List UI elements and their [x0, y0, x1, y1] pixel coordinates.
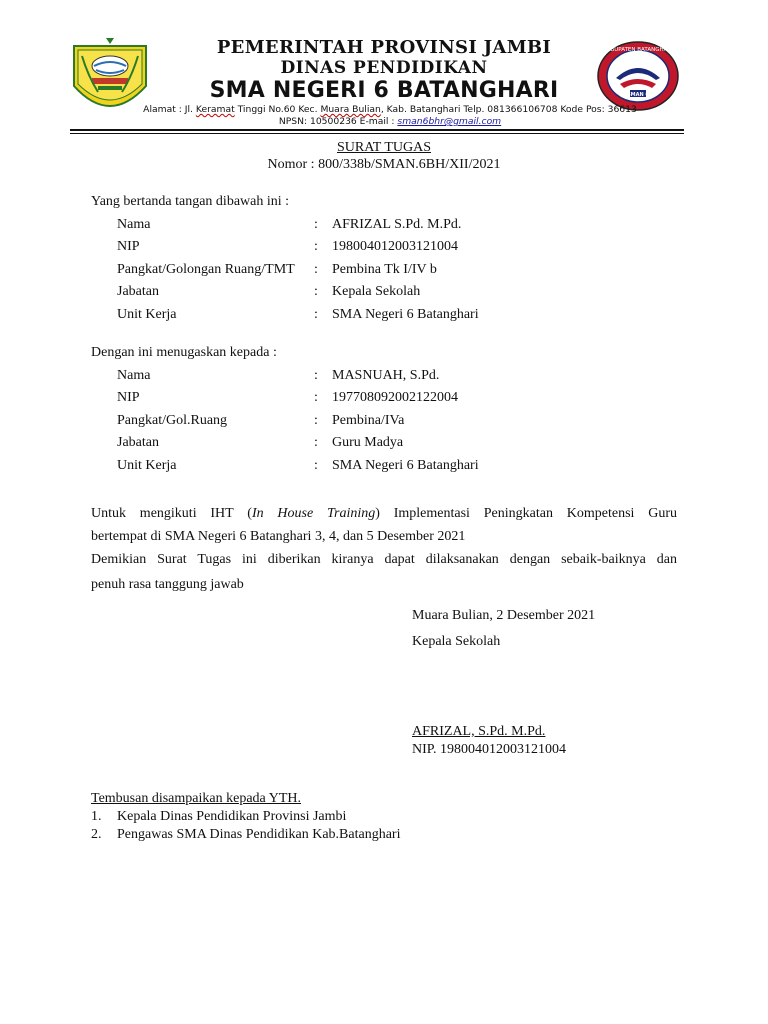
emblem-bottom-text: SMAN 6 [627, 92, 649, 98]
jambi-province-emblem-icon [68, 36, 152, 108]
letterhead-titles [150, 38, 618, 104]
address-rest: , Kab. Batanghari Telp. 081366106708 Kode Pos: 36613 [380, 104, 637, 115]
field-value: Pembina/IVa [332, 413, 405, 428]
field-colon: : [314, 368, 318, 383]
field-colon: : [314, 217, 318, 232]
emblem-arc-text: KABUPATEN BATANGHARI [603, 47, 673, 53]
closing-line-1: Demikian Surat Tugas ini diberikan kiranya dapat dilaksanakan dengan sebaik-baiknya dan [91, 552, 677, 567]
field-colon: : [314, 284, 318, 299]
field-value: Guru Madya [332, 435, 404, 450]
assignment-pre: Untuk mengikuti IHT ( [91, 506, 252, 521]
field-label: Jabatan [117, 284, 159, 299]
field-value: MASNUAH, S.Pd. [332, 368, 440, 383]
field-label: Nama [117, 217, 151, 232]
email-link[interactable]: sman6bhr@gmail.com [397, 116, 502, 127]
assignment-paragraph [91, 505, 677, 546]
field-label: Jabatan [117, 435, 159, 450]
assignment-line-1 [91, 505, 677, 523]
tembusan-item: Kepala Dinas Pendidikan Provinsi Jambi [117, 809, 347, 824]
field-value: 197708092002122004 [332, 390, 458, 405]
field-label: NIP [117, 390, 140, 405]
field-colon: : [314, 262, 318, 277]
field-colon: : [314, 239, 318, 254]
signer-name: AFRIZAL, S.Pd. M.Pd. [412, 724, 546, 739]
letterhead-government: PEMERINTAH PROVINSI JAMBI [216, 37, 552, 58]
letterhead-department: DINAS PENDIDIKAN [280, 58, 488, 78]
field-value: SMA Negeri 6 Batanghari [332, 307, 479, 322]
address-mid: Tinggi No.60 Kec. [234, 104, 321, 115]
place-date: Muara Bulian, 2 Desember 2021 [412, 608, 596, 623]
address-district: Muara Bulian [320, 104, 381, 115]
closing-paragraph [91, 551, 677, 594]
field-value: Kepala Sekolah [332, 284, 421, 299]
assignment-post: ) Implementasi Peningkatan Kompetensi Guru [375, 506, 678, 521]
address-street-word: Keramat [195, 104, 235, 115]
field-label: Unit Kerja [117, 458, 177, 473]
field-value: SMA Negeri 6 Batanghari [332, 458, 479, 473]
field-label: Nama [117, 368, 151, 383]
assignment-italic: In House Training [251, 506, 376, 521]
field-colon: : [314, 307, 318, 322]
npsn-label: NPSN: 10500236 E-mail : [278, 116, 398, 127]
tembusan-item: Pengawas SMA Dinas Pendidikan Kab.Batanghari [117, 827, 401, 842]
tembusan-item-number: 2. [91, 827, 102, 842]
intro-signer: Yang bertanda tangan dibawah ini : [91, 194, 290, 209]
field-value: Pembina Tk I/IV b [332, 262, 437, 277]
npsn-email-line [120, 116, 660, 128]
field-value: AFRIZAL S.Pd. M.Pd. [332, 217, 462, 232]
address-prefix: Alamat : Jl. [143, 104, 196, 115]
signer-nip: NIP. 198004012003121004 [412, 742, 567, 757]
field-colon: : [314, 458, 318, 473]
letterhead-rule-thick [70, 129, 684, 131]
closing-line-2: penuh rasa tanggung jawab [91, 577, 244, 592]
letterhead-rule-thin [70, 133, 684, 134]
field-label: NIP [117, 239, 140, 254]
field-label: Pangkat/Golongan Ruang/TMT [117, 262, 295, 277]
document-title: SURAT TUGAS [336, 140, 431, 155]
intro-assignee: Dengan ini menugaskan kepada : [91, 345, 277, 360]
tembusan-item-number: 1. [91, 809, 102, 824]
field-label: Unit Kerja [117, 307, 177, 322]
signer-position: Kepala Sekolah [412, 634, 501, 649]
field-colon: : [314, 390, 318, 405]
field-colon: : [314, 413, 318, 428]
letterhead-address [120, 104, 660, 128]
tembusan-heading: Tembusan disampaikan kepada YTH. [91, 791, 301, 806]
field-label: Pangkat/Gol.Ruang [117, 413, 228, 428]
assignment-line-2: bertempat di SMA Negeri 6 Batanghari 3, 4, dan 5 Desember 2021 [91, 529, 466, 544]
field-colon: : [314, 435, 318, 450]
letterhead-school-name: SMA NEGERI 6 BATANGHARI [209, 78, 559, 103]
address-line [120, 104, 660, 116]
document-number: Nomor : 800/338b/SMAN.6BH/XII/2021 [267, 157, 501, 172]
field-value: 198004012003121004 [332, 239, 458, 254]
